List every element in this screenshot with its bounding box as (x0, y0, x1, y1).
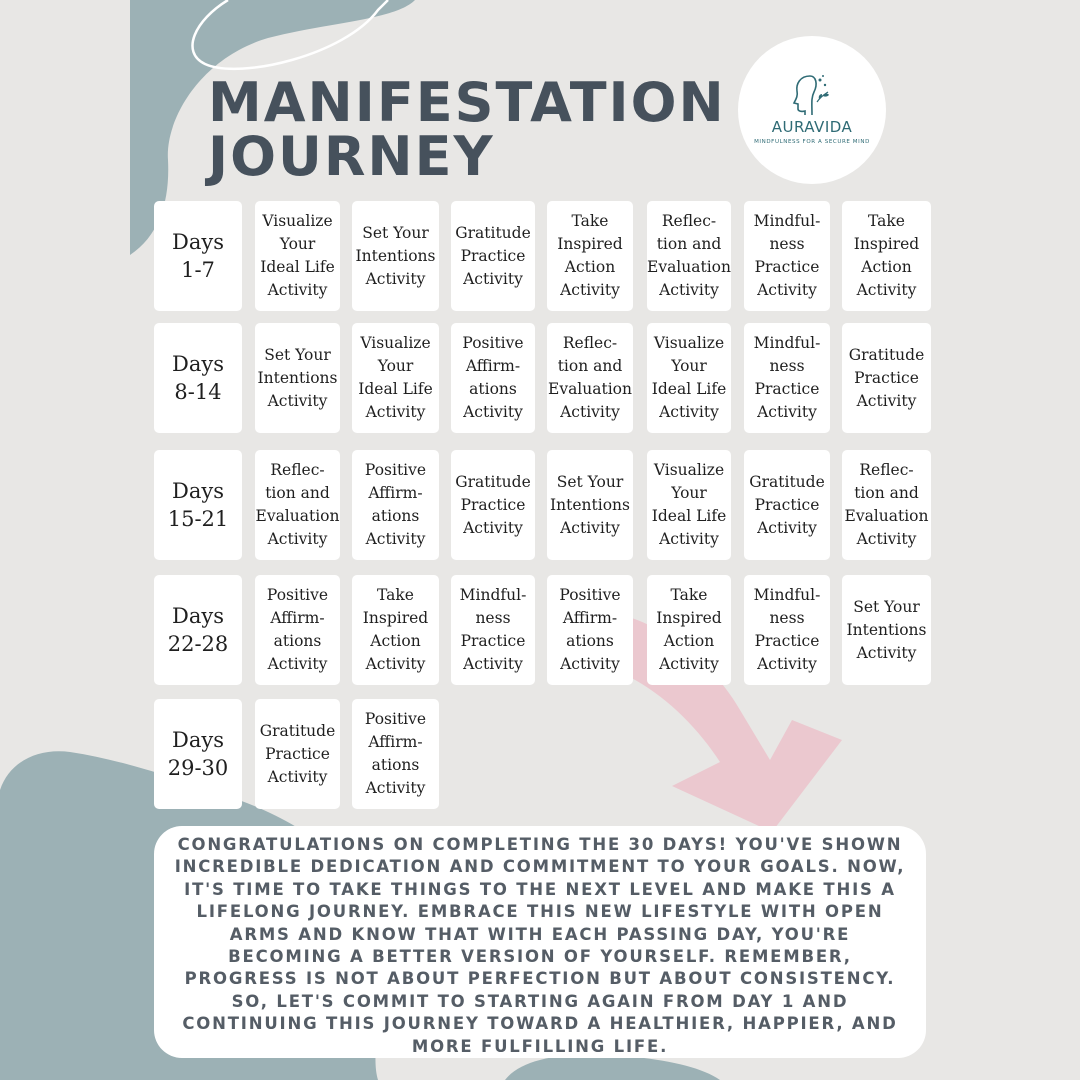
activity-card (451, 201, 535, 311)
title-line-2: JOURNEY (208, 125, 495, 188)
activity-card (352, 323, 439, 433)
activity-label: Take Inspired Action Activity (362, 586, 429, 673)
day-range-label: Days 8-14 (172, 352, 224, 404)
activity-label: Mindful- ness Practice Activity (459, 586, 527, 673)
activity-label: Positive Affirm- ations Activity (462, 334, 524, 421)
activity-card (744, 450, 830, 560)
activity-label: Mindful- ness Practice Activity (753, 334, 821, 421)
activity-card (547, 575, 633, 685)
activity-card (647, 575, 731, 685)
head-with-leaves-icon (790, 72, 834, 116)
activity-label: Visualize Your Ideal Life Activity (260, 212, 335, 299)
activity-card (547, 323, 633, 433)
day-range-label: Days 1-7 (172, 230, 224, 282)
activity-card (647, 201, 731, 311)
day-range-card (154, 575, 242, 685)
day-range-card (154, 450, 242, 560)
activity-card (352, 575, 439, 685)
activity-label: Set Your Intentions Activity (846, 597, 927, 662)
activity-card (842, 575, 931, 685)
activity-label: Set Your Intentions Activity (257, 345, 338, 410)
activity-label: Gratitude Practice Activity (848, 345, 925, 410)
activity-label: Visualize Your Ideal Life Activity (651, 461, 727, 548)
activity-label: Reflec- tion and Evaluation Activity (844, 461, 929, 548)
activity-card (744, 323, 830, 433)
activity-card (842, 323, 931, 433)
activity-label: Gratitude Practice Activity (455, 223, 531, 288)
activity-card (547, 450, 633, 560)
activity-card (255, 575, 340, 685)
activity-label: Take Inspired Action Activity (557, 212, 623, 299)
activity-label: Take Inspired Action Activity (853, 212, 920, 299)
page-title (208, 71, 726, 188)
activity-label: Positive Affirm- ations Activity (559, 586, 621, 673)
brand-tagline: MINDFULNESS FOR A SECURE MIND (754, 139, 870, 145)
title-line-1: MANIFESTATION (208, 71, 726, 134)
activity-card (352, 699, 439, 809)
activity-label: Visualize Your Ideal Life Activity (651, 334, 727, 421)
activity-label: Take Inspired Action Activity (656, 586, 722, 673)
activity-card (647, 450, 731, 560)
activity-card (255, 699, 340, 809)
day-range-card (154, 699, 242, 809)
day-range-card (154, 323, 242, 433)
day-range-label: Days 22-28 (167, 604, 229, 656)
activity-label: Gratitude Practice Activity (749, 472, 825, 537)
activity-card (255, 323, 340, 433)
activity-card (451, 450, 535, 560)
teal-blob-bottom-center (505, 1054, 720, 1080)
activity-card (451, 575, 535, 685)
activity-label: Positive Affirm- ations Activity (364, 461, 427, 548)
activity-label: Set Your Intentions Activity (550, 472, 630, 537)
activity-card (842, 201, 931, 311)
activity-card (451, 323, 535, 433)
activity-card (255, 450, 340, 560)
activity-card (647, 323, 731, 433)
activity-label: Gratitude Practice Activity (259, 721, 336, 786)
activity-label: Positive Affirm- ations Activity (266, 586, 329, 673)
closing-message: CONGRATULATIONS ON COMPLETING THE 30 DAYS! YOU'VE SHOWN INCREDIBLE DEDICATION AND COMMITMENT TO YOUR GOALS. NOW, IT'S TIME TO TAKE THINGS TO THE NEXT LEVEL AND MAKE THIS A LIFELONG JOURNEY. EMBRACE THIS NEW LIFESTYLE WITH OPEN ARMS AND KNOW THAT WITH EACH PASSING DAY, YOU'RE BECOMING A BETTER VERSION OF YOURSELF. REMEMBER, PROGRESS IS NOT ABOUT PERFECTION BUT ABOUT CONSISTENCY. SO, LET'S COMMIT TO STARTING AGAIN FROM DAY 1 AND CONTINUING THIS JOURNEY TOWARD A HEALTHIER, HAPPIER, AND MORE FULFILLING LIFE. (154, 826, 926, 1058)
activity-card (352, 450, 439, 560)
activity-card (547, 201, 633, 311)
day-range-label: Days 15-21 (167, 479, 229, 531)
brand-name: AURAVIDA (771, 118, 853, 136)
activity-label: Reflec- tion and Evaluation Activity (647, 212, 731, 299)
activity-label: Reflec- tion and Evaluation Activity (548, 334, 632, 421)
activity-card (842, 450, 931, 560)
activity-label: Mindful- ness Practice Activity (753, 586, 821, 673)
activity-card (352, 201, 439, 311)
activity-label: Reflec- tion and Evaluation Activity (255, 461, 340, 548)
activity-card (255, 201, 340, 311)
activity-label: Gratitude Practice Activity (455, 472, 531, 537)
day-range-card (154, 201, 242, 311)
brand-logo (738, 36, 886, 184)
activity-label: Mindful- ness Practice Activity (753, 212, 821, 299)
activity-label: Set Your Intentions Activity (355, 223, 436, 288)
activity-label: Positive Affirm- ations Activity (364, 710, 427, 797)
day-range-label: Days 29-30 (167, 728, 229, 780)
activity-label: Visualize Your Ideal Life Activity (358, 334, 433, 421)
activity-card (744, 201, 830, 311)
activity-card (744, 575, 830, 685)
